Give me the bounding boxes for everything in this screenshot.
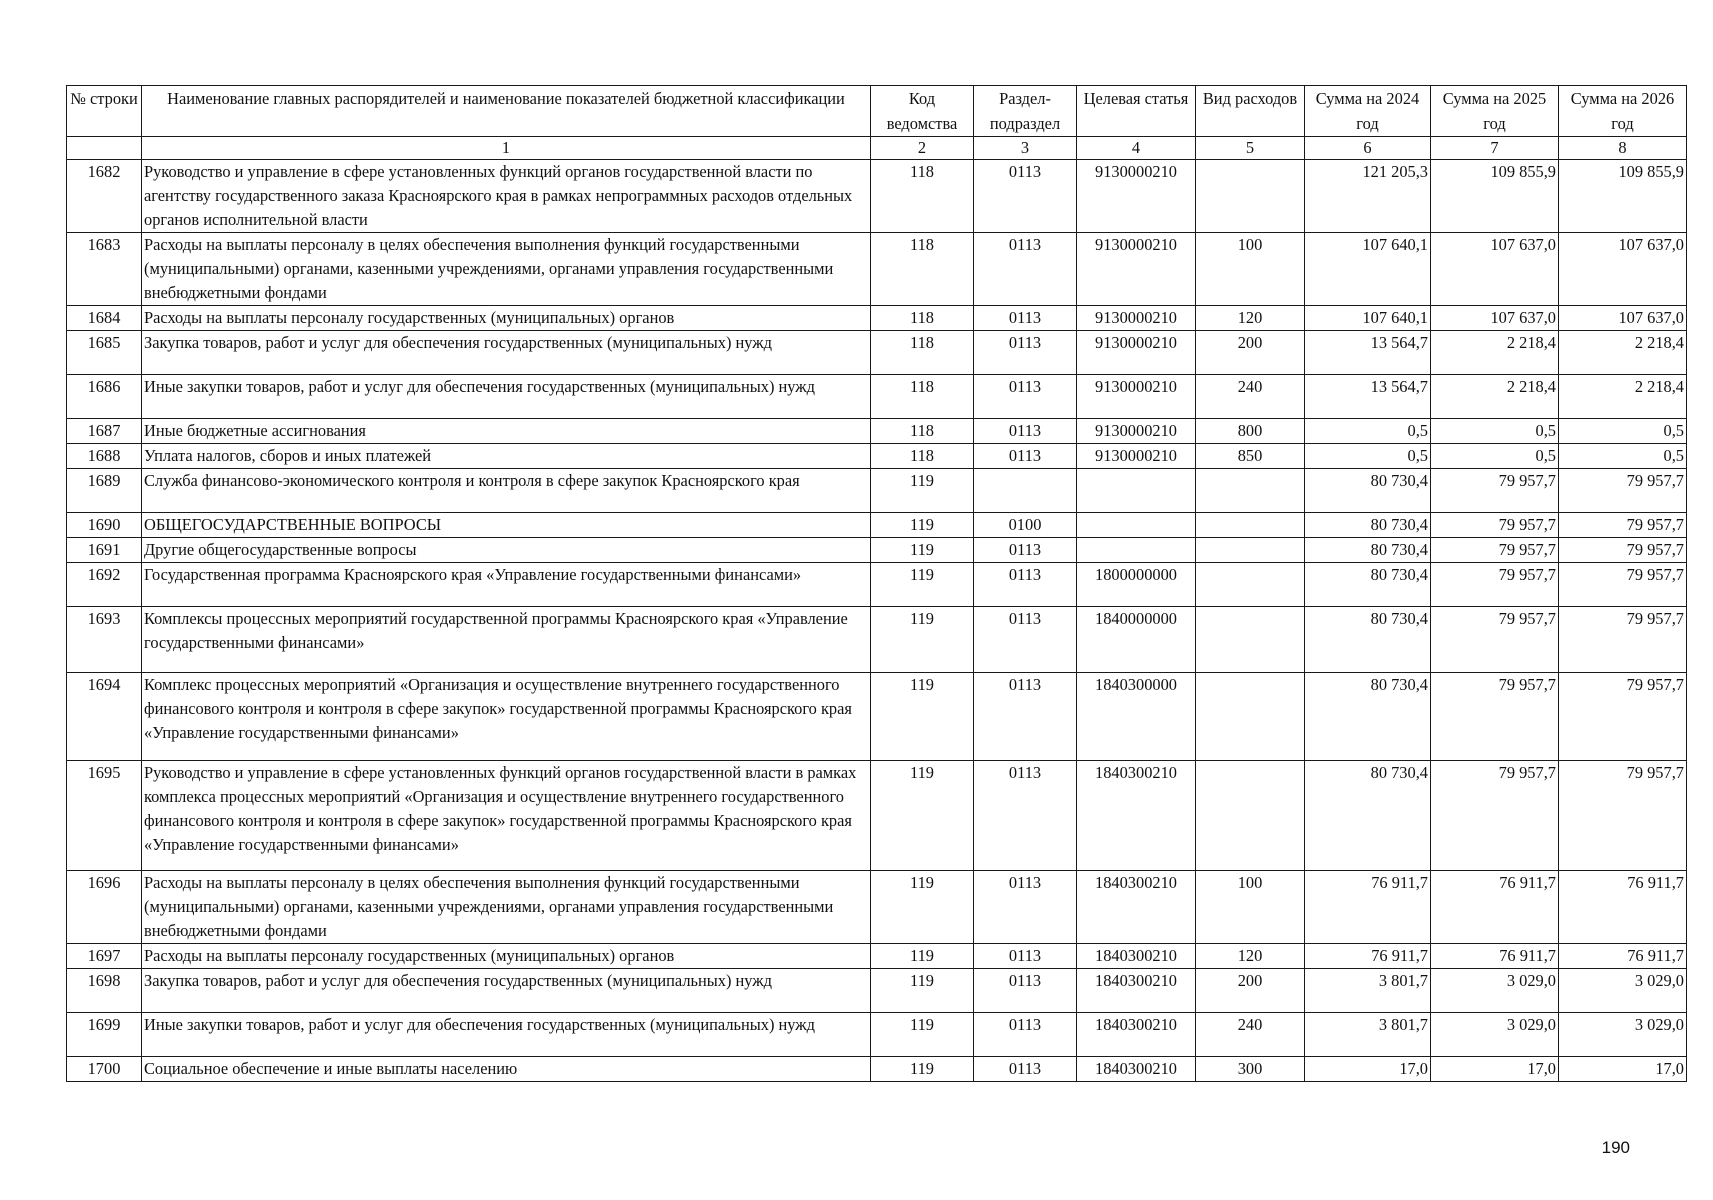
row-dept-code: 118 [871, 375, 974, 419]
row-dept-code: 119 [871, 969, 974, 1013]
row-name: Комплексы процессных мероприятий государственной программы Красноярского края «Управление государственными финансами» [142, 607, 871, 673]
row-sum-2026: 107 637,0 [1559, 306, 1687, 331]
row-name: Иные закупки товаров, работ и услуг для обеспечения государственных (муниципальных) нужд [142, 375, 871, 419]
row-sum-2025: 2 218,4 [1431, 375, 1559, 419]
row-target: 1840300210 [1077, 969, 1196, 1013]
row-sum-2026: 79 957,7 [1559, 607, 1687, 673]
row-sum-2025: 107 637,0 [1431, 233, 1559, 306]
row-number: 1693 [67, 607, 142, 673]
header-sum-2026: Сумма на 2026 год [1559, 86, 1687, 137]
row-sum-2024: 17,0 [1305, 1057, 1431, 1082]
row-sum-2026: 107 637,0 [1559, 233, 1687, 306]
row-kind: 100 [1196, 871, 1305, 944]
row-sum-2025: 2 218,4 [1431, 331, 1559, 375]
row-sum-2024: 3 801,7 [1305, 1013, 1431, 1057]
row-kind [1196, 761, 1305, 871]
row-sum-2024: 107 640,1 [1305, 233, 1431, 306]
row-section: 0113 [974, 331, 1077, 375]
row-sum-2024: 80 730,4 [1305, 673, 1431, 761]
row-target: 1840000000 [1077, 607, 1196, 673]
row-sum-2026: 76 911,7 [1559, 944, 1687, 969]
row-sum-2026: 0,5 [1559, 444, 1687, 469]
row-name: Иные бюджетные ассигнования [142, 419, 871, 444]
column-number: 3 [974, 137, 1077, 160]
row-target: 9130000210 [1077, 233, 1196, 306]
row-name: Расходы на выплаты персоналу государственных (муниципальных) органов [142, 944, 871, 969]
row-sum-2026: 3 029,0 [1559, 969, 1687, 1013]
row-sum-2024: 80 730,4 [1305, 563, 1431, 607]
table-row [67, 607, 1687, 673]
row-sum-2024: 0,5 [1305, 419, 1431, 444]
row-dept-code: 119 [871, 469, 974, 513]
row-name: Иные закупки товаров, работ и услуг для обеспечения государственных (муниципальных) нужд [142, 1013, 871, 1057]
row-sum-2025: 76 911,7 [1431, 871, 1559, 944]
row-section: 0113 [974, 969, 1077, 1013]
column-number: 8 [1559, 137, 1687, 160]
row-target: 9130000210 [1077, 444, 1196, 469]
row-number: 1687 [67, 419, 142, 444]
row-kind: 200 [1196, 969, 1305, 1013]
table-row [67, 331, 1687, 375]
row-sum-2026: 79 957,7 [1559, 563, 1687, 607]
row-kind: 100 [1196, 233, 1305, 306]
row-kind [1196, 607, 1305, 673]
table-row [67, 871, 1687, 944]
table-header-row [67, 86, 1687, 137]
column-number-row [67, 137, 1687, 160]
row-section: 0113 [974, 444, 1077, 469]
row-sum-2026: 79 957,7 [1559, 538, 1687, 563]
row-target: 1840300210 [1077, 871, 1196, 944]
header-sum-2024: Сумма на 2024 год [1305, 86, 1431, 137]
row-number: 1683 [67, 233, 142, 306]
row-number: 1700 [67, 1057, 142, 1082]
row-section: 0113 [974, 233, 1077, 306]
table-row [67, 673, 1687, 761]
row-section: 0113 [974, 944, 1077, 969]
header-target: Целевая статья [1077, 86, 1196, 137]
row-name: Закупка товаров, работ и услуг для обеспечения государственных (муниципальных) нужд [142, 331, 871, 375]
table-row [67, 444, 1687, 469]
row-number: 1691 [67, 538, 142, 563]
row-dept-code: 119 [871, 761, 974, 871]
table-row [67, 469, 1687, 513]
row-section: 0113 [974, 871, 1077, 944]
header-kind: Вид расходов [1196, 86, 1305, 137]
row-sum-2024: 80 730,4 [1305, 538, 1431, 563]
row-dept-code: 118 [871, 331, 974, 375]
column-number: 6 [1305, 137, 1431, 160]
row-sum-2024: 80 730,4 [1305, 469, 1431, 513]
row-name: Комплекс процессных мероприятий «Организация и осуществление внутреннего государственного финансового контроля и контроля в сфере закупок» государственной программы Красноярского края «Управление государственными финансами» [142, 673, 871, 761]
row-section: 0113 [974, 419, 1077, 444]
row-sum-2024: 0,5 [1305, 444, 1431, 469]
row-dept-code: 119 [871, 1013, 974, 1057]
row-number: 1689 [67, 469, 142, 513]
row-kind: 200 [1196, 331, 1305, 375]
row-section: 0113 [974, 1057, 1077, 1082]
row-name: Руководство и управление в сфере установленных функций органов государственной власти в рамках комплекса процессных мероприятий «Организация и осуществление внутреннего государственного финансового контроля и контроля в сфере закупок» государственной программы Красноярского края «Управление государственными финансами» [142, 761, 871, 871]
row-dept-code: 118 [871, 306, 974, 331]
row-name: Уплата налогов, сборов и иных платежей [142, 444, 871, 469]
column-number: 2 [871, 137, 974, 160]
row-dept-code: 119 [871, 538, 974, 563]
table-row [67, 944, 1687, 969]
row-sum-2025: 79 957,7 [1431, 761, 1559, 871]
table-row [67, 761, 1687, 871]
row-name: Другие общегосударственные вопросы [142, 538, 871, 563]
row-dept-code: 118 [871, 444, 974, 469]
row-kind: 120 [1196, 944, 1305, 969]
row-sum-2024: 76 911,7 [1305, 944, 1431, 969]
row-number: 1686 [67, 375, 142, 419]
row-sum-2024: 80 730,4 [1305, 607, 1431, 673]
row-target: 9130000210 [1077, 419, 1196, 444]
row-sum-2025: 0,5 [1431, 444, 1559, 469]
page-number: 190 [1601, 1138, 1630, 1157]
row-number: 1692 [67, 563, 142, 607]
row-target [1077, 538, 1196, 563]
row-section: 0113 [974, 160, 1077, 233]
row-kind: 240 [1196, 1013, 1305, 1057]
header-sum-2025: Сумма на 2025 год [1431, 86, 1559, 137]
row-sum-2025: 3 029,0 [1431, 969, 1559, 1013]
table-row [67, 969, 1687, 1013]
row-sum-2024: 80 730,4 [1305, 761, 1431, 871]
row-sum-2024: 80 730,4 [1305, 513, 1431, 538]
row-sum-2024: 121 205,3 [1305, 160, 1431, 233]
row-number: 1696 [67, 871, 142, 944]
row-number: 1694 [67, 673, 142, 761]
row-target: 9130000210 [1077, 375, 1196, 419]
row-name: Государственная программа Красноярского края «Управление государственными финансами» [142, 563, 871, 607]
row-kind: 300 [1196, 1057, 1305, 1082]
column-number [67, 137, 142, 160]
row-number: 1697 [67, 944, 142, 969]
row-number: 1695 [67, 761, 142, 871]
row-number: 1690 [67, 513, 142, 538]
row-kind [1196, 513, 1305, 538]
row-sum-2026: 79 957,7 [1559, 761, 1687, 871]
budget-table [66, 85, 1687, 1082]
row-target: 9130000210 [1077, 331, 1196, 375]
row-sum-2026: 3 029,0 [1559, 1013, 1687, 1057]
row-section: 0113 [974, 673, 1077, 761]
row-dept-code: 119 [871, 563, 974, 607]
table-row [67, 1013, 1687, 1057]
row-section: 0113 [974, 563, 1077, 607]
row-dept-code: 119 [871, 607, 974, 673]
row-number: 1688 [67, 444, 142, 469]
row-target: 9130000210 [1077, 306, 1196, 331]
table-row [67, 160, 1687, 233]
row-name: Руководство и управление в сфере установленных функций органов государственной власти по агентству государственного заказа Красноярского края в рамках непрограммных расходов отдельных органов исполнительной власти [142, 160, 871, 233]
column-number: 5 [1196, 137, 1305, 160]
row-target: 1800000000 [1077, 563, 1196, 607]
row-number: 1682 [67, 160, 142, 233]
row-number: 1685 [67, 331, 142, 375]
header-row-no: № строки [67, 86, 142, 137]
row-number: 1684 [67, 306, 142, 331]
row-sum-2026: 79 957,7 [1559, 513, 1687, 538]
row-name: Закупка товаров, работ и услуг для обеспечения государственных (муниципальных) нужд [142, 969, 871, 1013]
header-dept-code: Код ведомства [871, 86, 974, 137]
row-sum-2025: 3 029,0 [1431, 1013, 1559, 1057]
row-name: Расходы на выплаты персоналу в целях обеспечения выполнения функций государственными (муниципальными) органами, казенными учреждениями, органами управления государственными внебюджетными фондами [142, 233, 871, 306]
row-dept-code: 118 [871, 160, 974, 233]
row-section: 0113 [974, 1013, 1077, 1057]
row-dept-code: 119 [871, 513, 974, 538]
row-sum-2025: 109 855,9 [1431, 160, 1559, 233]
row-kind [1196, 673, 1305, 761]
row-sum-2024: 107 640,1 [1305, 306, 1431, 331]
row-sum-2026: 2 218,4 [1559, 375, 1687, 419]
row-sum-2025: 107 637,0 [1431, 306, 1559, 331]
row-section: 0113 [974, 761, 1077, 871]
row-kind: 850 [1196, 444, 1305, 469]
table-row [67, 233, 1687, 306]
row-kind [1196, 469, 1305, 513]
row-name: Служба финансово-экономического контроля и контроля в сфере закупок Красноярского края [142, 469, 871, 513]
row-target [1077, 469, 1196, 513]
row-name: Расходы на выплаты персоналу в целях обеспечения выполнения функций государственными (муниципальными) органами, казенными учреждениями, органами управления государственными внебюджетными фондами [142, 871, 871, 944]
row-dept-code: 118 [871, 419, 974, 444]
table-row [67, 375, 1687, 419]
column-number: 1 [142, 137, 871, 160]
row-sum-2026: 0,5 [1559, 419, 1687, 444]
row-target: 1840300210 [1077, 1013, 1196, 1057]
row-name: Социальное обеспечение и иные выплаты населению [142, 1057, 871, 1082]
row-sum-2026: 2 218,4 [1559, 331, 1687, 375]
row-dept-code: 119 [871, 1057, 974, 1082]
row-sum-2025: 17,0 [1431, 1057, 1559, 1082]
row-section: 0100 [974, 513, 1077, 538]
row-sum-2026: 17,0 [1559, 1057, 1687, 1082]
table-row [67, 513, 1687, 538]
row-section: 0113 [974, 538, 1077, 563]
row-dept-code: 119 [871, 673, 974, 761]
row-sum-2025: 76 911,7 [1431, 944, 1559, 969]
row-number: 1699 [67, 1013, 142, 1057]
row-target: 1840300000 [1077, 673, 1196, 761]
table-row [67, 419, 1687, 444]
row-sum-2024: 3 801,7 [1305, 969, 1431, 1013]
row-target: 1840300210 [1077, 1057, 1196, 1082]
row-kind: 120 [1196, 306, 1305, 331]
row-target [1077, 513, 1196, 538]
table-row [67, 538, 1687, 563]
row-sum-2026: 79 957,7 [1559, 469, 1687, 513]
row-section: 0113 [974, 306, 1077, 331]
row-sum-2024: 13 564,7 [1305, 375, 1431, 419]
row-section [974, 469, 1077, 513]
column-number: 7 [1431, 137, 1559, 160]
row-name: ОБЩЕГОСУДАРСТВЕННЫЕ ВОПРОСЫ [142, 513, 871, 538]
table-row [67, 306, 1687, 331]
header-section: Раздел-подраздел [974, 86, 1077, 137]
row-dept-code: 118 [871, 233, 974, 306]
row-kind [1196, 563, 1305, 607]
row-sum-2025: 79 957,7 [1431, 469, 1559, 513]
row-target: 1840300210 [1077, 761, 1196, 871]
row-sum-2025: 79 957,7 [1431, 513, 1559, 538]
row-sum-2026: 79 957,7 [1559, 673, 1687, 761]
row-sum-2025: 79 957,7 [1431, 563, 1559, 607]
row-kind [1196, 538, 1305, 563]
row-sum-2026: 76 911,7 [1559, 871, 1687, 944]
row-sum-2025: 79 957,7 [1431, 607, 1559, 673]
row-sum-2025: 79 957,7 [1431, 673, 1559, 761]
row-target: 1840300210 [1077, 944, 1196, 969]
row-sum-2025: 79 957,7 [1431, 538, 1559, 563]
row-kind: 240 [1196, 375, 1305, 419]
row-dept-code: 119 [871, 871, 974, 944]
row-sum-2025: 0,5 [1431, 419, 1559, 444]
table-row [67, 563, 1687, 607]
row-sum-2026: 109 855,9 [1559, 160, 1687, 233]
row-sum-2024: 13 564,7 [1305, 331, 1431, 375]
row-section: 0113 [974, 607, 1077, 673]
column-number: 4 [1077, 137, 1196, 160]
row-sum-2024: 76 911,7 [1305, 871, 1431, 944]
table-row [67, 1057, 1687, 1082]
row-kind [1196, 160, 1305, 233]
row-name: Расходы на выплаты персоналу государственных (муниципальных) органов [142, 306, 871, 331]
row-section: 0113 [974, 375, 1077, 419]
row-number: 1698 [67, 969, 142, 1013]
row-target: 9130000210 [1077, 160, 1196, 233]
header-name: Наименование главных распорядителей и наименование показателей бюджетной классификации [142, 86, 871, 137]
row-kind: 800 [1196, 419, 1305, 444]
row-dept-code: 119 [871, 944, 974, 969]
